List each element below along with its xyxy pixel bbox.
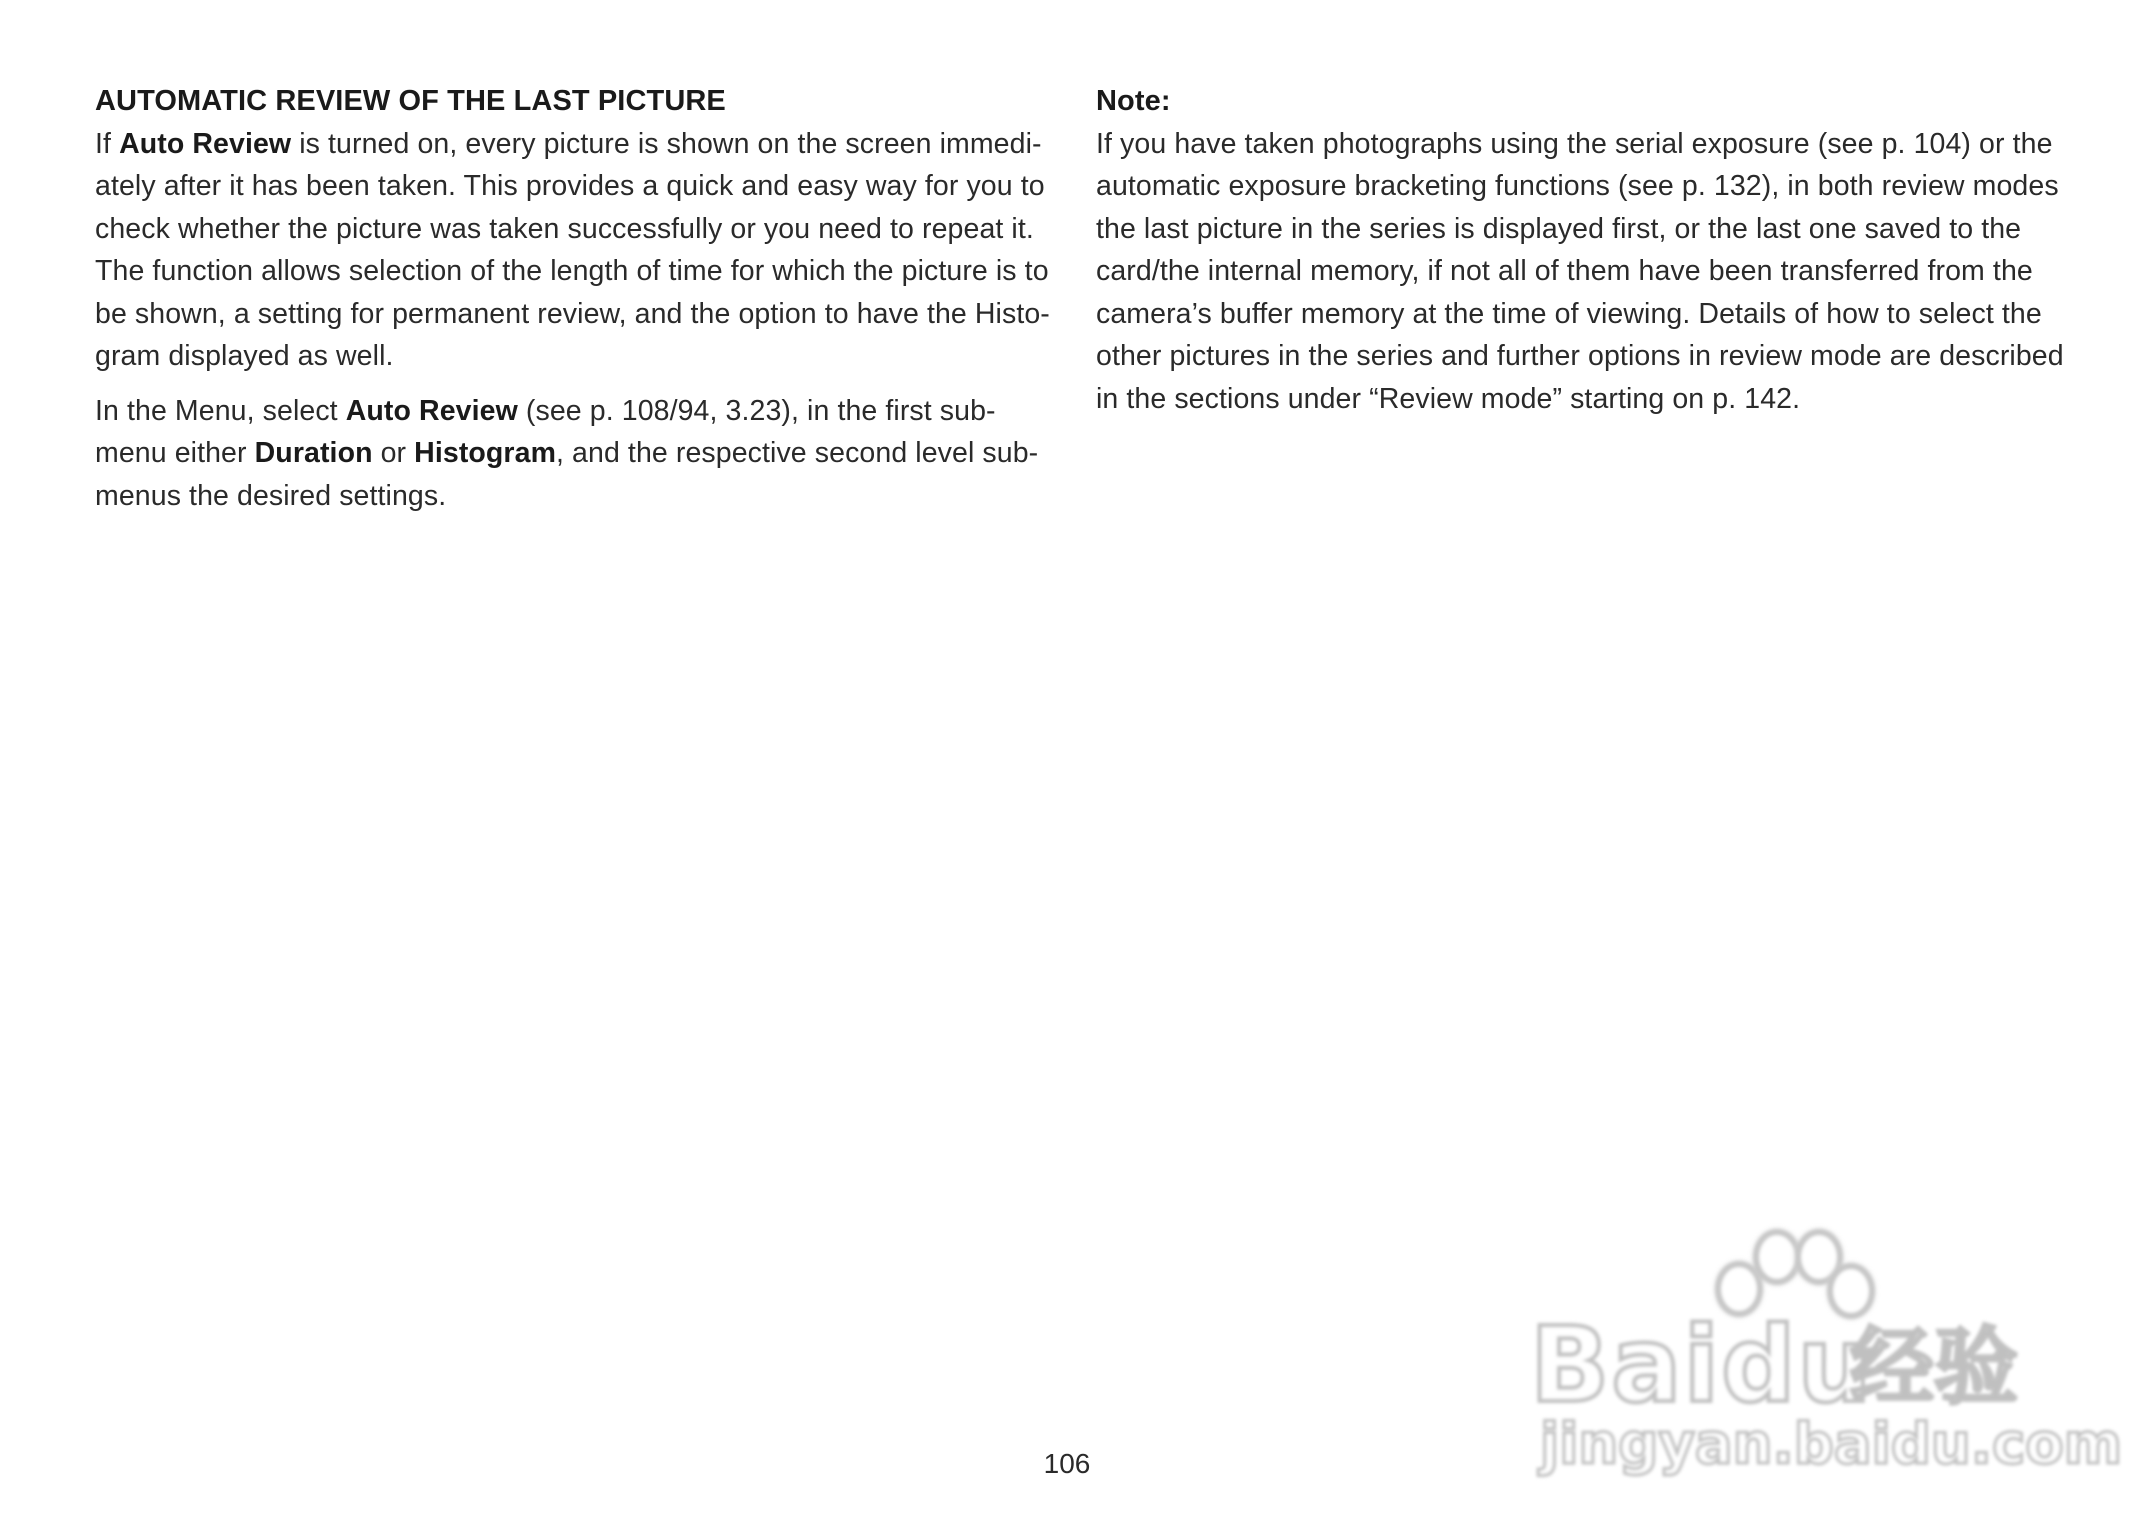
text-line: the last picture in the series is displayed first, or the last one saved to the bbox=[1096, 212, 2022, 245]
text-line bbox=[95, 123, 1040, 166]
page-number: 106 bbox=[1043, 1448, 1091, 1479]
text-line: in the sections under “Review mode” starting on p. 142. bbox=[1096, 382, 1801, 415]
term-histogram: Histogram bbox=[414, 437, 557, 469]
text-run: If bbox=[95, 127, 120, 160]
text-line: check whether the picture was taken successfully or you need to repeat it. bbox=[95, 212, 1034, 245]
note-heading: Note: bbox=[1096, 85, 1171, 117]
text-line: gram displayed as well. bbox=[95, 340, 394, 372]
term-auto-review: Auto Review bbox=[119, 127, 292, 160]
text-line: camera’s buffer memory at the time of viewing. Details of how to select the bbox=[1096, 297, 2042, 330]
baidu-jingyan-watermark bbox=[1530, 1225, 2123, 1477]
left-column bbox=[95, 80, 1050, 517]
text-line: other pictures in the series and further options in review mode are described bbox=[1096, 340, 2064, 372]
term-duration: Duration bbox=[254, 437, 373, 469]
right-column bbox=[1096, 80, 2064, 420]
text-run: or bbox=[372, 437, 415, 469]
text-line: menus the desired settings. bbox=[95, 479, 447, 512]
watermark-url: jingyan.baidu.com bbox=[1540, 1412, 2123, 1477]
paragraph-auto-review-intro bbox=[95, 123, 1050, 378]
text-line: card/the internal memory, if not all of them have been transferred from the bbox=[1096, 255, 2033, 287]
term-auto-review: Auto Review bbox=[345, 394, 518, 427]
section-heading: AUTOMATIC REVIEW OF THE LAST PICTURE bbox=[95, 85, 726, 117]
text-line bbox=[95, 432, 1040, 475]
text-line: ately after it has been taken. This provides a quick and easy way for you to bbox=[95, 170, 1045, 202]
watermark-brand: Baidu bbox=[1530, 1304, 1874, 1426]
text-line: If you have taken photographs using the serial exposure (see p. 104) or the bbox=[1096, 127, 2053, 160]
text-line bbox=[95, 390, 1040, 433]
text-run: In the Menu, select bbox=[95, 394, 346, 427]
text-run: is turned on, every picture is shown on the screen immedi- bbox=[291, 127, 1042, 160]
text-line: The function allows selection of the length of time for which the picture is to bbox=[95, 255, 1049, 287]
text-run: menu either bbox=[95, 437, 255, 469]
watermark-brand-cn: 经验 bbox=[1850, 1318, 2019, 1416]
text-run: (see p. 108/94, 3.23), in the first sub- bbox=[517, 394, 996, 427]
paragraph-menu-instructions bbox=[95, 390, 1040, 518]
note-paragraph bbox=[1096, 123, 2064, 421]
text-line: automatic exposure bracketing functions (see p. 132), in both review modes bbox=[1096, 170, 2059, 202]
text-line: be shown, a setting for permanent review, and the option to have the Histo- bbox=[95, 297, 1050, 330]
text-run: , and the respective second level sub- bbox=[556, 437, 1039, 469]
